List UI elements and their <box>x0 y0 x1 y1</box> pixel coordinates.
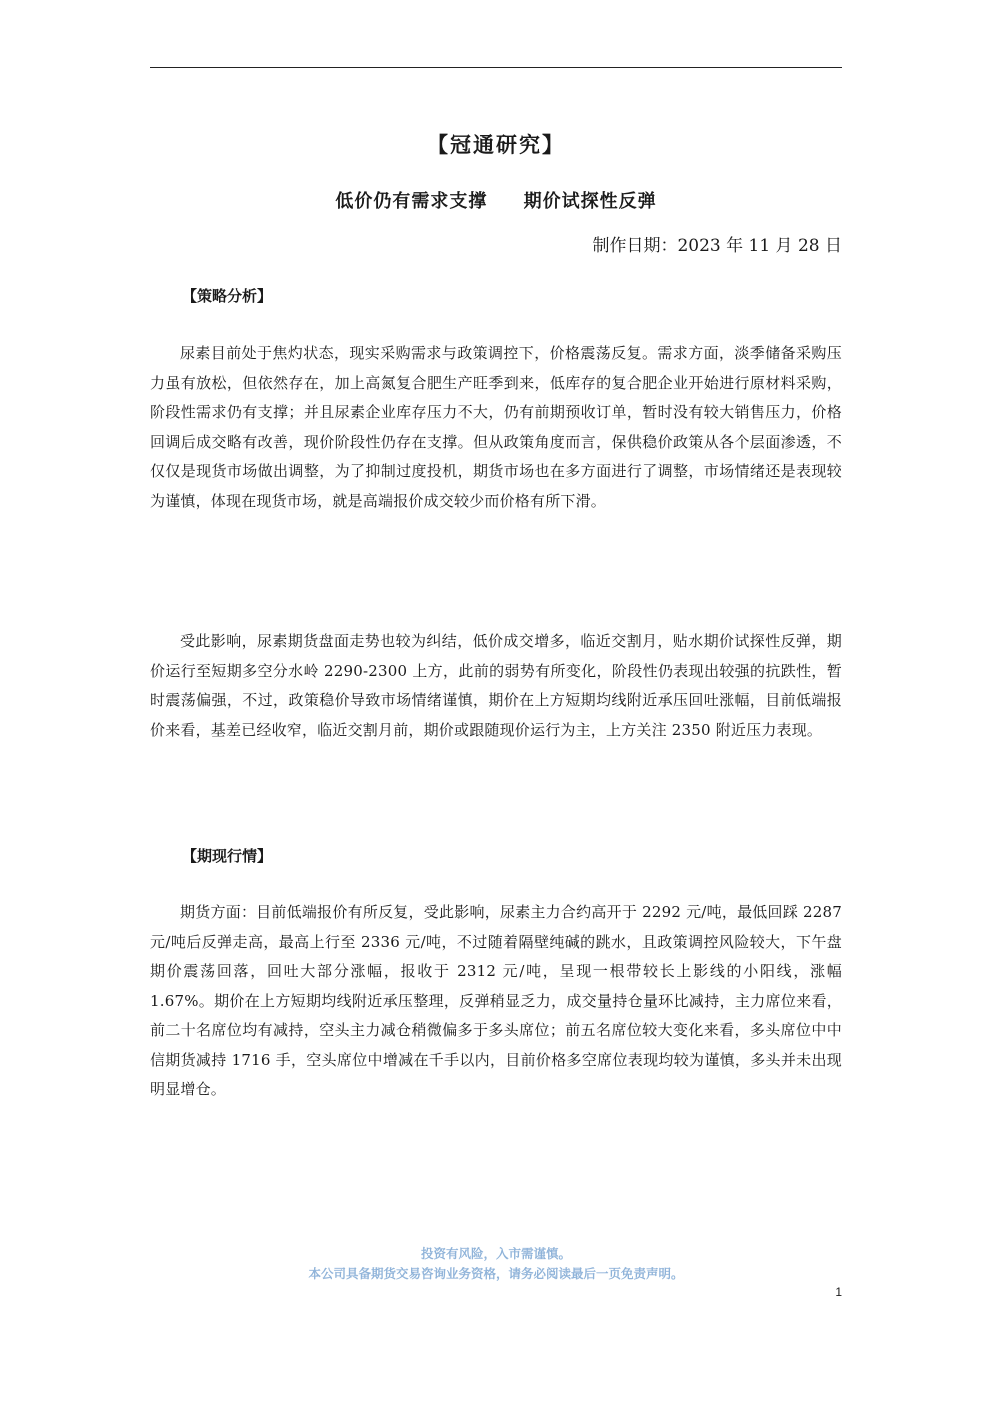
market-paragraph-1: 期货方面：目前低端报价有所反复，受此影响，尿素主力合约高开于 2292 元/吨，最低回踩 2287 元/吨后反弹走高，最高上行至 2336 元/吨，不过随着隔壁纯碱的跳水，且政策调控风险较大，下午盘期价震荡回落，回吐大部分涨幅，报收于 2312 元/吨，呈现一根带较长上影线的小阳线，涨幅 1.67%。期价在上方短期均线附近承压整理，反弹稍显乏力，成交量持仓量环比减持，主力席位来看，前二十名席位均有减持，空头主力减仓稍微偏多于多头席位；前五名席位较大变化来看，多头席位中中信期货减持 1716 手，空头席位中增减在千手以内，目前价格多空席位表现均较为谨慎，多头并未出现明显增仓。 <box>150 903 842 1098</box>
report-headline: 低价仍有需求支撑 期价试探性反弹 <box>335 191 657 212</box>
report-date: 制作日期：2023 年 11 月 28 日 <box>592 236 842 256</box>
risk-disclaimer: 投资有风险，入市需谨慎。 <box>420 1246 571 1261</box>
brand-title: 【冠通研究】 <box>427 133 565 157</box>
page-number: 1 <box>835 1285 842 1299</box>
market-section-heading: 【期现行情】 <box>182 847 273 865</box>
header-rule <box>150 67 842 68</box>
strategy-section-heading: 【策略分析】 <box>182 287 273 305</box>
qualification-disclaimer: 本公司具备期货交易咨询业务资格，请务必阅读最后一页免责声明。 <box>308 1266 684 1281</box>
strategy-paragraph-1: 尿素目前处于焦灼状态，现实采购需求与政策调控下，价格震荡反复。需求方面，淡季储备采购压力虽有放松，但依然存在，加上高氮复合肥生产旺季到来，低库存的复合肥企业开始进行原材料采购，阶段性需求仍有支撑；并且尿素企业库存压力不大，仍有前期预收订单，暂时没有较大销售压力，价格回调后成交略有改善，现价阶段性仍存在支撑。但从政策角度而言，保供稳价政策从各个层面渗透，不仅仅是现货市场做出调整，为了抑制过度投机，期货市场也在多方面进行了调整，市场情绪还是表现较为谨慎，体现在现货市场，就是高端报价成交较少而价格有所下滑。 <box>150 344 842 510</box>
strategy-paragraph-2: 受此影响，尿素期货盘面走势也较为纠结，低价成交增多，临近交割月，贴水期价试探性反弹，期价运行至短期多空分水岭 2290-2300 上方，此前的弱势有所变化，阶段性仍表现出较强的抗跌性，暂时震荡偏强，不过，政策稳价导致市场情绪谨慎，期价在上方短期均线附近承压回吐涨幅，目前低端报价来看，基差已经收窄，临近交割月前，期价或跟随现价运行为主，上方关注 2350 附近压力表现。 <box>150 632 842 739</box>
